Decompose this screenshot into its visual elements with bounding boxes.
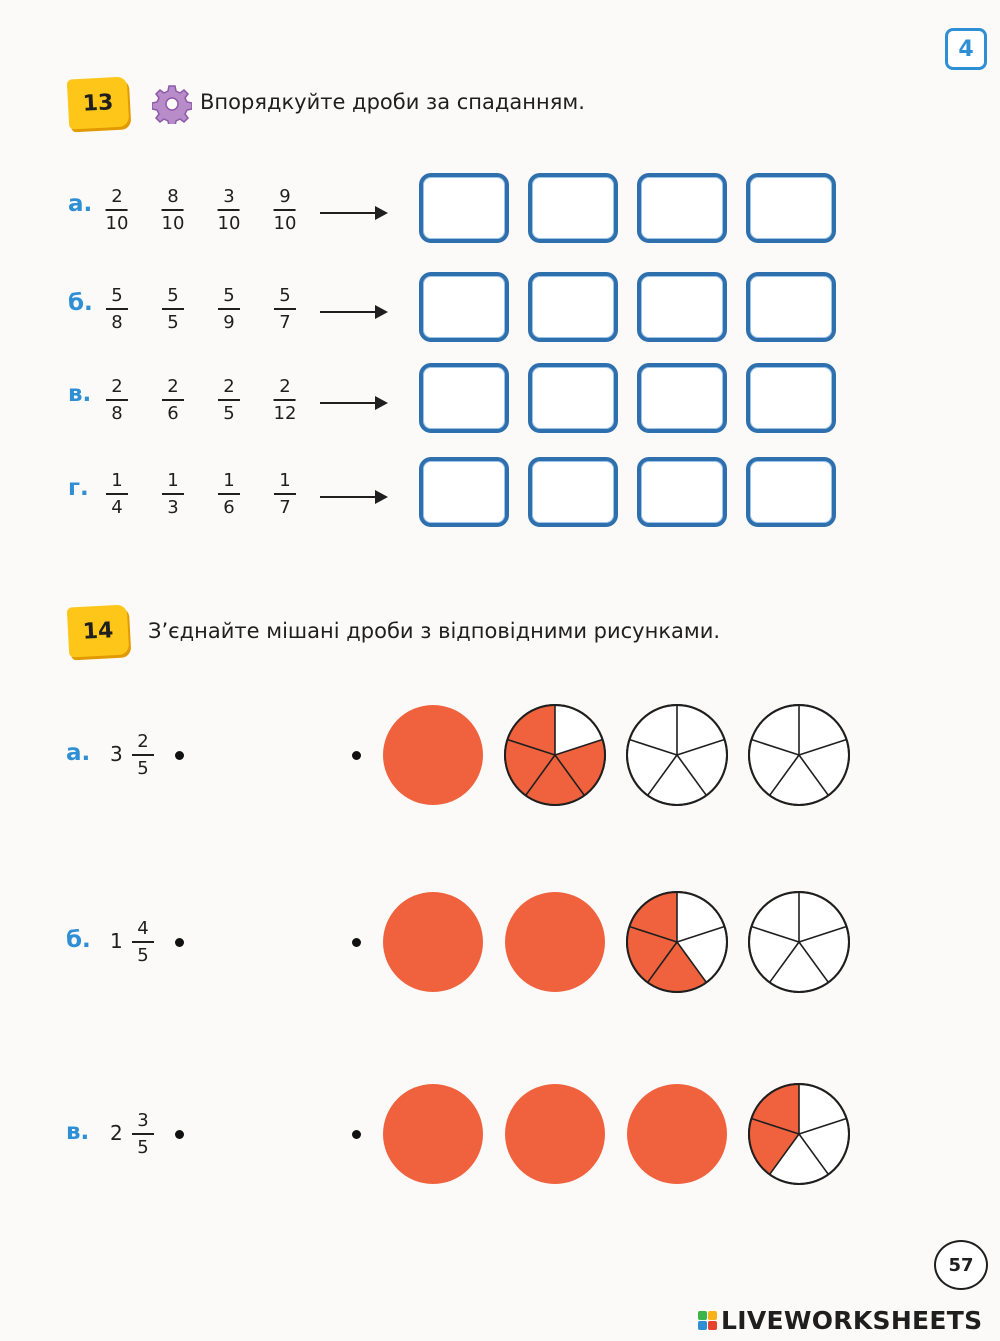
arrow-head-icon — [375, 206, 388, 220]
answer-box[interactable] — [637, 173, 727, 243]
fraction-circles-picture — [0, 690, 1000, 820]
fraction-circle — [749, 892, 849, 992]
fraction-bar — [106, 493, 128, 495]
mixed-whole-part: 1 — [110, 929, 123, 953]
fraction-circle — [383, 892, 483, 992]
answer-box[interactable] — [528, 173, 618, 243]
chapter-number-badge: 4 — [945, 28, 987, 70]
fraction — [274, 470, 296, 518]
task-13-row-letter: б. — [68, 290, 93, 316]
fraction — [274, 186, 297, 234]
fraction-circles-picture — [0, 1069, 1000, 1199]
task-14-number: 14 — [67, 604, 130, 657]
fraction-denominator: 10 — [105, 212, 129, 234]
fraction — [106, 186, 129, 234]
fraction-bar — [274, 493, 296, 495]
fraction-denominator: 3 — [167, 496, 179, 518]
fraction-circle — [505, 892, 605, 992]
fraction-numerator: 2 — [137, 731, 149, 752]
fraction-denominator: 10 — [217, 212, 241, 234]
fraction-numerator: 4 — [137, 918, 149, 939]
fraction — [162, 285, 184, 333]
brand-icon — [698, 1311, 717, 1330]
fraction-numerator: 1 — [279, 470, 291, 491]
fraction — [218, 376, 240, 424]
filled-circle — [383, 1084, 483, 1184]
fraction-bar — [162, 308, 184, 310]
arrow-icon — [320, 311, 376, 313]
arrow-head-icon — [375, 490, 388, 504]
answer-box[interactable] — [746, 363, 836, 433]
fraction-denominator: 7 — [279, 496, 291, 518]
fraction-denominator: 9 — [223, 311, 235, 333]
fraction-bar — [106, 209, 128, 211]
fraction-denominator: 5 — [167, 311, 179, 333]
fraction-numerator: 8 — [167, 186, 179, 207]
task-13-number: 13 — [67, 76, 130, 129]
fraction — [218, 186, 241, 234]
fraction — [218, 470, 240, 518]
arrow-head-icon — [375, 396, 388, 410]
task-14-row-letter: в. — [66, 1119, 90, 1145]
fraction-denominator: 5 — [137, 944, 149, 966]
fraction — [106, 376, 128, 424]
arrow-icon — [320, 212, 376, 214]
fraction-bar — [218, 209, 240, 211]
fraction-denominator: 7 — [279, 311, 291, 333]
fraction-numerator: 2 — [223, 376, 235, 397]
fraction-denominator: 8 — [111, 311, 123, 333]
arrow-icon — [320, 402, 376, 404]
fraction-bar — [106, 399, 128, 401]
task-13-instruction: Впорядкуйте дроби за спаданням. — [200, 90, 585, 114]
fraction-numerator: 1 — [167, 470, 179, 491]
fraction — [106, 470, 128, 518]
fraction-numerator: 1 — [111, 470, 123, 491]
fraction-bar — [162, 493, 184, 495]
answer-box[interactable] — [528, 272, 618, 342]
task-14-row-letter: б. — [66, 927, 91, 953]
answer-box[interactable] — [528, 457, 618, 527]
fraction-numerator: 2 — [111, 186, 123, 207]
fraction — [274, 285, 296, 333]
brand-name: LIVEWORKSHEETS — [721, 1306, 983, 1335]
brand-logo — [698, 1306, 982, 1335]
fraction — [162, 186, 185, 234]
fraction-bar — [274, 209, 296, 211]
fraction-denominator: 5 — [223, 402, 235, 424]
fraction-denominator: 6 — [167, 402, 179, 424]
fraction-denominator: 10 — [161, 212, 185, 234]
fraction-numerator: 9 — [279, 186, 291, 207]
fraction-numerator: 5 — [111, 285, 123, 306]
fraction — [218, 285, 240, 333]
fraction-circle — [383, 705, 483, 805]
fraction — [274, 376, 297, 424]
fraction-numerator: 3 — [137, 1110, 149, 1131]
fraction-circle — [627, 1084, 727, 1184]
fraction-numerator: 5 — [223, 285, 235, 306]
fraction-denominator: 4 — [111, 496, 123, 518]
fraction-bar — [162, 209, 184, 211]
fraction-denominator: 10 — [273, 212, 297, 234]
fraction — [162, 376, 184, 424]
fraction-numerator: 3 — [223, 186, 235, 207]
arrow-icon — [320, 496, 376, 498]
answer-box[interactable] — [637, 363, 727, 433]
answer-box[interactable] — [746, 272, 836, 342]
gear-icon — [152, 84, 192, 124]
answer-box[interactable] — [637, 457, 727, 527]
answer-box[interactable] — [419, 363, 509, 433]
answer-box[interactable] — [746, 173, 836, 243]
fraction-numerator: 5 — [167, 285, 179, 306]
fraction-numerator: 2 — [167, 376, 179, 397]
filled-circle — [505, 1084, 605, 1184]
task-14-row-letter: а. — [66, 740, 91, 766]
fraction — [106, 285, 128, 333]
fraction-numerator: 2 — [111, 376, 123, 397]
fraction-circle — [505, 705, 605, 805]
fraction-bar — [106, 308, 128, 310]
filled-circle — [383, 705, 483, 805]
filled-circle — [627, 1084, 727, 1184]
arrow-head-icon — [375, 305, 388, 319]
filled-circle — [505, 892, 605, 992]
task-13-row-letter: г. — [68, 475, 89, 501]
answer-box[interactable] — [419, 272, 509, 342]
mixed-whole-part: 2 — [110, 1121, 123, 1145]
fraction-circle — [749, 1084, 849, 1184]
task-13-row-letter: а. — [68, 191, 93, 217]
fraction-denominator: 12 — [273, 402, 297, 424]
task-13-row-letter: в. — [68, 381, 92, 407]
filled-circle — [383, 892, 483, 992]
answer-box[interactable] — [419, 173, 509, 243]
page-number: 57 — [934, 1240, 988, 1290]
fraction-circles-picture — [0, 877, 1000, 1007]
mixed-whole-part: 3 — [110, 742, 123, 766]
fraction-bar — [274, 308, 296, 310]
fraction-circle — [383, 1084, 483, 1184]
fraction-numerator: 1 — [223, 470, 235, 491]
answer-box[interactable] — [419, 457, 509, 527]
fraction-bar — [274, 399, 296, 401]
fraction-circle — [505, 1084, 605, 1184]
fraction-denominator: 8 — [111, 402, 123, 424]
fraction-circle — [627, 705, 727, 805]
answer-box[interactable] — [637, 272, 727, 342]
task-14-instruction: З’єднайте мішані дроби з відповідними рисунками. — [148, 619, 721, 643]
fraction-circle — [627, 892, 727, 992]
fraction-bar — [218, 399, 240, 401]
fraction — [162, 470, 184, 518]
fraction-bar — [162, 399, 184, 401]
fraction-denominator: 6 — [223, 496, 235, 518]
fraction-bar — [218, 493, 240, 495]
answer-box[interactable] — [528, 363, 618, 433]
fraction-numerator: 5 — [279, 285, 291, 306]
fraction-bar — [218, 308, 240, 310]
answer-box[interactable] — [746, 457, 836, 527]
fraction-denominator: 5 — [137, 1136, 149, 1158]
fraction-denominator: 5 — [137, 757, 149, 779]
fraction-numerator: 2 — [279, 376, 291, 397]
fraction-circle — [749, 705, 849, 805]
